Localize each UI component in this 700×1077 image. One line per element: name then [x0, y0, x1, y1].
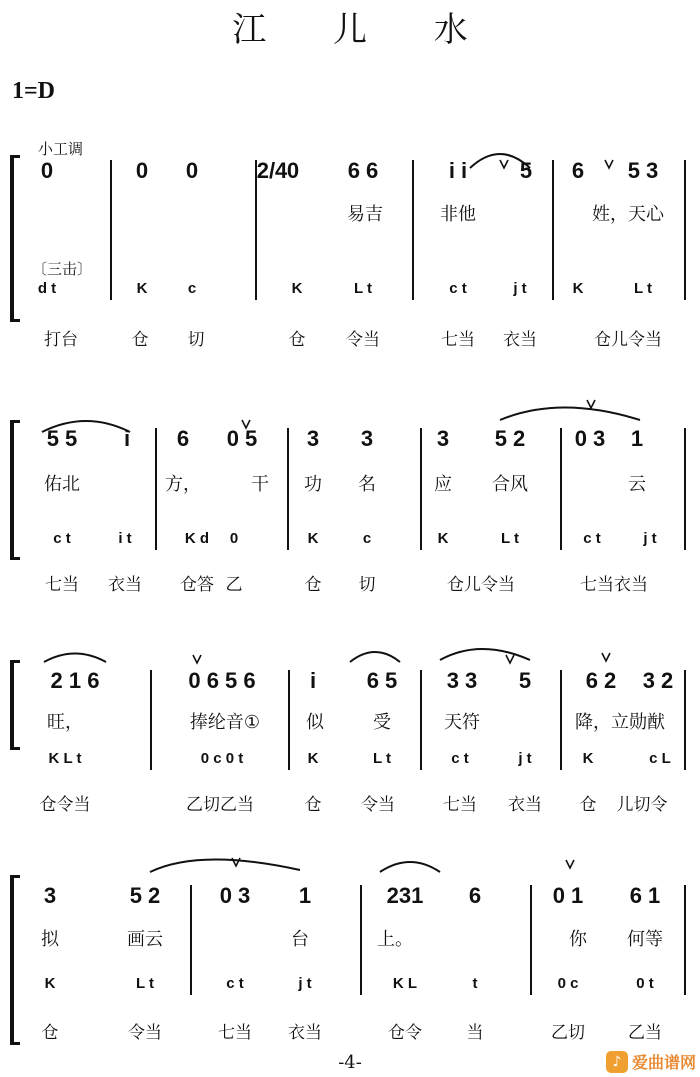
percussion-symbol: L t — [353, 280, 373, 297]
lyric-text: 云 — [628, 474, 646, 495]
melody-note: 3 — [306, 426, 320, 451]
percussion-symbol: j t — [643, 530, 657, 547]
percussion-symbol: c — [362, 530, 372, 547]
breath-mark — [602, 653, 610, 661]
melody-note: 0 — [286, 158, 300, 183]
percussion-symbol: 0 c — [557, 975, 579, 992]
percussion-symbol: i t — [118, 530, 132, 547]
breath-mark — [587, 400, 595, 408]
percussion-symbol: c t — [583, 530, 601, 547]
lyric-text: 名 — [358, 474, 376, 495]
percussion-syllable: 衣当 — [508, 795, 542, 815]
percussion-syllable: 仓 — [304, 795, 322, 815]
lyric-text: 捧纶音① — [189, 712, 261, 733]
percussion-symbol: K — [572, 280, 584, 297]
percussion-symbol: 0 c 0 t — [200, 750, 244, 767]
slur — [350, 652, 400, 662]
percussion-syllable: 七当 — [45, 575, 79, 595]
percussion-syllable: 仓令 — [388, 1023, 422, 1043]
percussion-syllable: 仓答 — [180, 575, 214, 595]
melody-note: 0 6 5 6 — [188, 668, 256, 693]
slur — [42, 421, 130, 432]
percussion-symbol: c t — [449, 280, 467, 297]
percussion-mark: 〔三击〕 — [32, 260, 93, 278]
percussion-symbol: d t — [37, 280, 57, 297]
lyric-text: 你 — [569, 929, 587, 950]
percussion-syllable: 衣当 — [288, 1023, 322, 1043]
percussion-syllable: 仓令当 — [39, 795, 91, 815]
percussion-syllable: 切 — [187, 330, 205, 350]
percussion-syllable: 乙当 — [628, 1023, 662, 1043]
melody-note: 0 — [40, 158, 54, 183]
percussion-symbol: 0 — [229, 530, 239, 547]
melody-note: 2 1 6 — [50, 668, 100, 693]
percussion-symbol: K — [582, 750, 594, 767]
lyric-text: 旺， — [47, 712, 83, 733]
melody-note: 5 2 — [494, 426, 526, 451]
melody-note: 6 1 — [629, 883, 661, 908]
percussion-syllable: 七当 — [218, 1023, 252, 1043]
melody-note: 3 — [436, 426, 450, 451]
percussion-symbol: c t — [451, 750, 469, 767]
melody-note: 3 2 — [642, 668, 674, 693]
lyric-text: 易吉 — [347, 204, 383, 225]
melody-note: 0 — [185, 158, 199, 183]
slur — [500, 408, 640, 421]
key-signature: 1=D — [12, 78, 56, 104]
score-title: 江 儿 水 — [232, 10, 496, 50]
percussion-syllable: 乙切乙当 — [186, 795, 254, 815]
melody-note: 5 3 — [627, 158, 659, 183]
tune-mark: 小工调 — [38, 140, 84, 158]
lyric-text: 画云 — [127, 929, 163, 950]
percussion-symbol: c t — [226, 975, 244, 992]
melody-note: 3 3 — [446, 668, 478, 693]
melody-note: 6 — [468, 883, 482, 908]
melody-note: i i — [448, 158, 468, 183]
percussion-symbol: j t — [513, 280, 527, 297]
music-note-icon: ♪ — [606, 1051, 628, 1073]
lyric-text: 姓，天心 — [592, 204, 664, 225]
percussion-syllable: 乙切 — [551, 1023, 585, 1043]
percussion-symbol: L t — [135, 975, 155, 992]
lyric-text: 降，立勋猷 — [575, 712, 665, 733]
melody-note: 5 5 — [46, 426, 78, 451]
melody-note: i — [309, 668, 317, 693]
lyric-text: 功 — [304, 474, 322, 495]
melody-note: i — [123, 426, 131, 451]
melody-note: 3 — [43, 883, 57, 908]
watermark-text: 爱曲谱网 — [631, 1053, 696, 1072]
melody-note: 2/4 — [256, 158, 288, 183]
breath-mark — [605, 160, 613, 168]
percussion-syllable: 乙 — [225, 575, 243, 595]
lyric-text: 台 — [291, 929, 309, 950]
melody-note: 5 2 — [129, 883, 161, 908]
percussion-symbol: K — [307, 750, 319, 767]
percussion-symbol: K — [291, 280, 303, 297]
percussion-syllable: 仓 — [304, 575, 322, 595]
slur — [44, 654, 106, 663]
lyric-text: 合风 — [492, 474, 528, 495]
melody-note: 0 5 — [226, 426, 258, 451]
melody-note: 0 3 — [574, 426, 606, 451]
slur — [150, 859, 300, 872]
percussion-symbol: K — [44, 975, 56, 992]
percussion-symbol: K — [136, 280, 148, 297]
melody-note: 6 — [176, 426, 190, 451]
percussion-syllable: 七当 — [441, 330, 475, 350]
percussion-syllable: 当 — [466, 1023, 484, 1043]
percussion-syllable: 仓 — [288, 330, 306, 350]
percussion-symbol: K — [307, 530, 319, 547]
percussion-syllable: 仓 — [131, 330, 149, 350]
lyric-text: 拟 — [41, 929, 59, 950]
percussion-syllable: 令当 — [128, 1023, 162, 1043]
lyric-text: 上。 — [377, 929, 413, 950]
breath-mark — [193, 655, 201, 663]
melody-note: 1 — [630, 426, 644, 451]
percussion-syllable: 衣当 — [503, 330, 537, 350]
percussion-symbol: L t — [372, 750, 392, 767]
breath-mark — [500, 160, 508, 168]
melody-note: 5 — [518, 668, 532, 693]
lyric-text: 佑北 — [44, 474, 80, 495]
percussion-symbol: c L — [649, 750, 671, 767]
percussion-syllable: 仓 — [41, 1023, 59, 1043]
percussion-syllable: 七当 — [443, 795, 477, 815]
breath-mark — [506, 655, 514, 663]
lyric-text: 受 — [373, 712, 391, 733]
melody-note: 3 — [360, 426, 374, 451]
percussion-symbol: c — [187, 280, 197, 297]
percussion-symbol: j t — [298, 975, 312, 992]
melody-note: 5 — [519, 158, 533, 183]
melody-note: 6 5 — [366, 668, 398, 693]
lyric-text: 应 — [434, 474, 452, 495]
slur — [440, 649, 530, 660]
melody-note: 6 2 — [585, 668, 617, 693]
percussion-syllable: 令当 — [346, 330, 380, 350]
breath-mark — [566, 860, 574, 868]
lyric-text: 方， — [165, 474, 201, 495]
site-watermark — [606, 1050, 696, 1073]
melody-note: 1 — [298, 883, 312, 908]
melody-note: 0 3 — [219, 883, 251, 908]
melody-note: 0 — [135, 158, 149, 183]
percussion-syllable: 令当 — [361, 795, 395, 815]
percussion-symbol: t — [472, 975, 478, 992]
percussion-syllable: 仓 — [579, 795, 597, 815]
melody-note: 6 6 — [347, 158, 379, 183]
percussion-syllable: 仓儿令当 — [594, 330, 662, 350]
percussion-syllable: 儿切令 — [616, 795, 668, 815]
percussion-symbol: K L t — [48, 750, 82, 767]
page-number: -4- — [338, 1052, 362, 1073]
percussion-symbol: L t — [633, 280, 653, 297]
percussion-symbol: K — [437, 530, 449, 547]
melody-note: 0 1 — [552, 883, 584, 908]
percussion-syllable: 衣当 — [108, 575, 142, 595]
percussion-symbol: 0 t — [636, 975, 654, 992]
melody-note: 231 — [386, 883, 424, 908]
percussion-syllable: 仓儿令当 — [447, 575, 515, 595]
percussion-symbol: L t — [500, 530, 520, 547]
breath-mark — [242, 420, 250, 428]
lyric-text: 干 — [251, 474, 269, 495]
slur — [380, 862, 440, 872]
percussion-symbol: c t — [53, 530, 71, 547]
percussion-symbol: K d — [184, 530, 210, 547]
percussion-symbol: K L — [392, 975, 418, 992]
percussion-symbol: j t — [518, 750, 532, 767]
percussion-syllable: 七当衣当 — [580, 575, 648, 595]
percussion-syllable: 打台 — [44, 330, 78, 350]
melody-note: 6 — [571, 158, 585, 183]
lyric-text: 非他 — [440, 204, 476, 225]
breath-mark — [232, 858, 240, 866]
lyric-text: 似 — [306, 712, 324, 733]
lyric-text: 天符 — [444, 712, 480, 733]
percussion-syllable: 切 — [358, 575, 376, 595]
lyric-text: 何等 — [627, 929, 663, 950]
